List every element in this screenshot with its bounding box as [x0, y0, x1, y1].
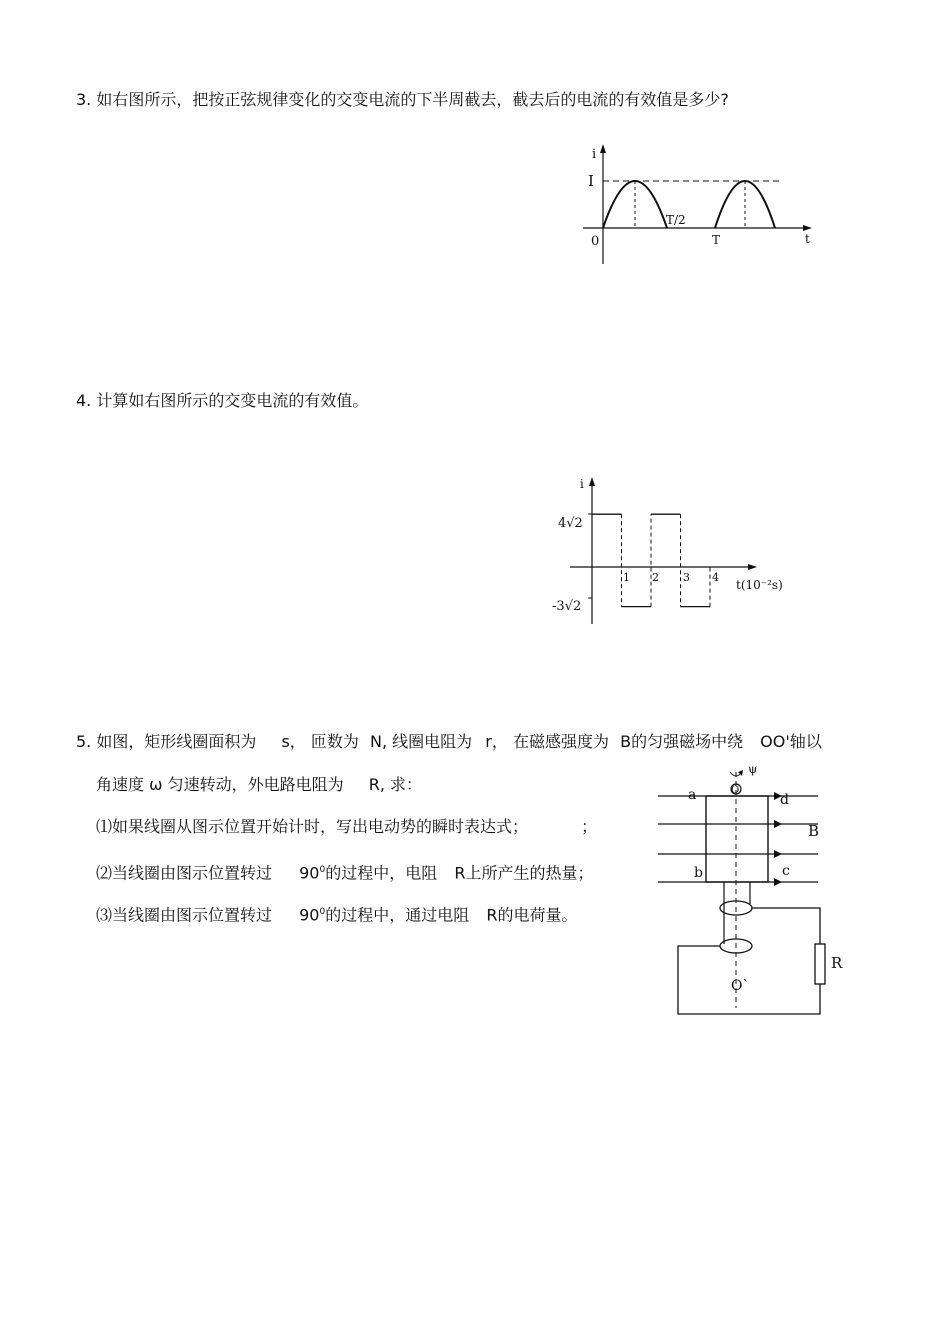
q5-item3-sup: 0	[319, 907, 326, 917]
q3-y-label: i	[592, 147, 597, 162]
q5-line1-part2: 匝数为	[310, 732, 359, 751]
q4-tick-label-3: 3	[683, 571, 690, 584]
q4-y-label: i	[580, 477, 584, 491]
q5-line-1	[76, 732, 822, 752]
q5-item1-text: ⑴如果线圈从图示位置开始计时，写出电动势的瞬时表达式；	[96, 817, 529, 836]
q5-figure-rotating-coil	[650, 758, 850, 1023]
q4-number: 4.	[76, 391, 92, 410]
q5-var-s: s，	[281, 732, 306, 751]
q5-item2-sup: 0	[319, 865, 326, 875]
q3-number: 3.	[76, 90, 92, 109]
q5-var-omega: ω	[149, 775, 163, 794]
q4-tick-label-4: 4	[712, 571, 719, 584]
q3-text-line	[76, 90, 729, 110]
q4-low-label: -3√2	[552, 599, 582, 614]
q5-line1-part4: 在磁感强度为	[512, 732, 609, 751]
q5-label-d: d	[780, 792, 789, 808]
q4-tick-label-1: 1	[623, 571, 630, 584]
q3-period-label: T	[712, 233, 721, 247]
q5-resistor	[815, 944, 825, 984]
q5-field-arrowhead	[774, 820, 782, 828]
q5-label-b-corner: b	[694, 865, 703, 881]
q5-item2-part2: 的过程中，电阻	[325, 863, 438, 883]
q5-bottom-label: O`	[731, 978, 750, 994]
q5-omega-label: ψ	[748, 762, 758, 776]
q5-var-r-ext: R,	[368, 775, 385, 794]
q5-var-n: N,	[370, 732, 388, 751]
q5-item-3	[96, 902, 577, 925]
q4-text: 计算如右图所示的交变电流的有效值。	[96, 391, 369, 410]
q5-var-r: r，	[485, 732, 508, 751]
q5-item2-deg: 90	[299, 863, 320, 883]
q5-var-b: B	[620, 732, 632, 751]
q5-line2-part1: 角速度	[96, 775, 145, 794]
q5-line2-part3: 求：	[390, 775, 423, 794]
q4-wave-group	[592, 514, 710, 606]
q5-item3-deg: 90	[299, 905, 320, 925]
q3-x-label: t	[805, 232, 810, 246]
q5-field-label: B	[808, 822, 820, 840]
q5-item2-part1: ⑵当线圈由图示位置转过	[96, 863, 273, 883]
q5-line1-part1: 如图，矩形线圈面积为	[96, 732, 257, 751]
q5-line-2	[96, 775, 422, 795]
q4-high-label: 4√2	[558, 516, 583, 531]
q5-item3-part2: 的过程中，通过电阻	[325, 905, 470, 925]
q5-item3-part1: ⑶当线圈由图示位置转过	[96, 905, 273, 925]
q5-item2-r: R	[454, 863, 466, 883]
q5-item2-part3: 上所产生的热量；	[465, 863, 594, 883]
q3-figure-half-wave	[575, 140, 825, 270]
q5-item-1	[96, 817, 597, 837]
q5-item3-r: R	[486, 905, 498, 925]
q5-field-lines	[658, 796, 818, 882]
q5-item1-tail: ；	[581, 817, 598, 836]
q5-line1-part6: 轴以	[789, 732, 822, 751]
q5-item-2	[96, 860, 593, 883]
q5-top-label: O	[731, 785, 740, 796]
q4-figure-square-wave	[548, 472, 798, 632]
q5-label-a: a	[688, 787, 697, 803]
q5-var-oo: OO'	[760, 732, 790, 751]
q5-line1-part5: 的匀强磁场中绕	[631, 732, 744, 751]
q5-label-c: c	[782, 863, 790, 879]
q5-line1-part3: 线圈电阻为	[392, 732, 473, 751]
q3-text: 如右图所示，把按正弦规律变化的交变电流的下半周截去，截去后的电流的有效值是多少?	[96, 90, 729, 109]
q4-text-line	[76, 391, 368, 411]
q3-origin-label: 0	[591, 234, 600, 249]
q4-x-label: t(10⁻²s)	[736, 578, 783, 592]
q5-line2-part2: 匀速转动，外电路电阻为	[167, 775, 344, 794]
q5-coil	[706, 796, 768, 882]
q5-item3-part3: 的电荷量。	[497, 905, 578, 925]
q3-peak-label: I	[588, 172, 594, 190]
q5-number: 5.	[76, 732, 92, 751]
q4-tick-label-2: 2	[652, 571, 659, 584]
q5-resistor-label: R	[831, 954, 843, 972]
q3-half-period-label: T/2	[666, 213, 686, 227]
